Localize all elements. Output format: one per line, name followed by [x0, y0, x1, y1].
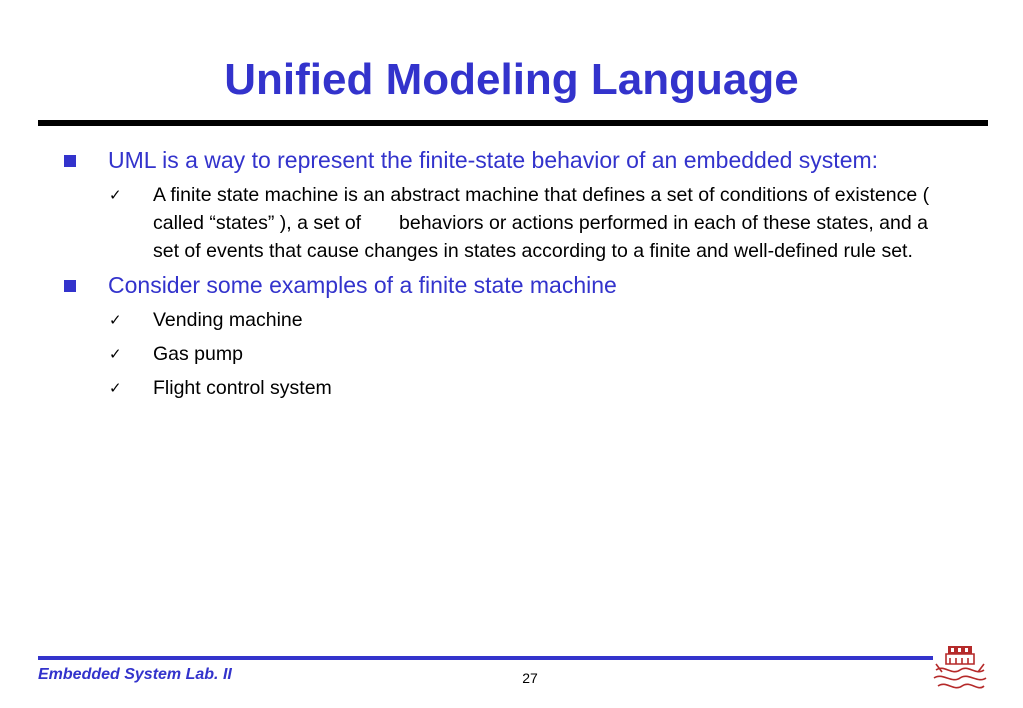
sub-bullet-item	[58, 181, 958, 265]
footer-lab-name: Embedded System Lab. II	[38, 666, 232, 683]
title-divider	[38, 120, 988, 126]
slide-title: Unified Modeling Language	[224, 55, 799, 104]
sub-bullet-text: Vending machine	[153, 309, 303, 331]
sub-bullet-item	[58, 340, 958, 368]
checkmark-icon: ✓	[109, 379, 122, 397]
sub-bullet-text: Gas pump	[153, 343, 243, 365]
square-bullet-icon	[64, 155, 76, 167]
bullet-text: UML is a way to represent the finite-state behavior of an embedded system:	[108, 147, 879, 173]
sub-bullet-text: Flight control system	[153, 377, 332, 399]
page-number: 27	[522, 670, 538, 686]
bullet-item	[58, 271, 958, 300]
square-bullet-icon	[64, 280, 76, 292]
sub-bullet-item	[58, 306, 958, 334]
footer-divider	[38, 656, 933, 660]
bullet-item	[58, 146, 958, 175]
checkmark-icon: ✓	[109, 311, 122, 329]
university-emblem-icon	[930, 640, 990, 698]
checkmark-icon: ✓	[109, 186, 122, 204]
checkmark-icon: ✓	[109, 345, 122, 363]
slide-content	[58, 146, 958, 408]
bullet-text: Consider some examples of a finite state machine	[108, 272, 617, 298]
sub-bullet-item	[58, 374, 958, 402]
sub-bullet-text: A finite state machine is an abstract machine that defines a set of conditions of existence ( called “states” ), a set of behaviors or actions performed in each of these states, and a set of events that cause changes in states according to a finite and well-defined rule set.	[153, 184, 935, 262]
